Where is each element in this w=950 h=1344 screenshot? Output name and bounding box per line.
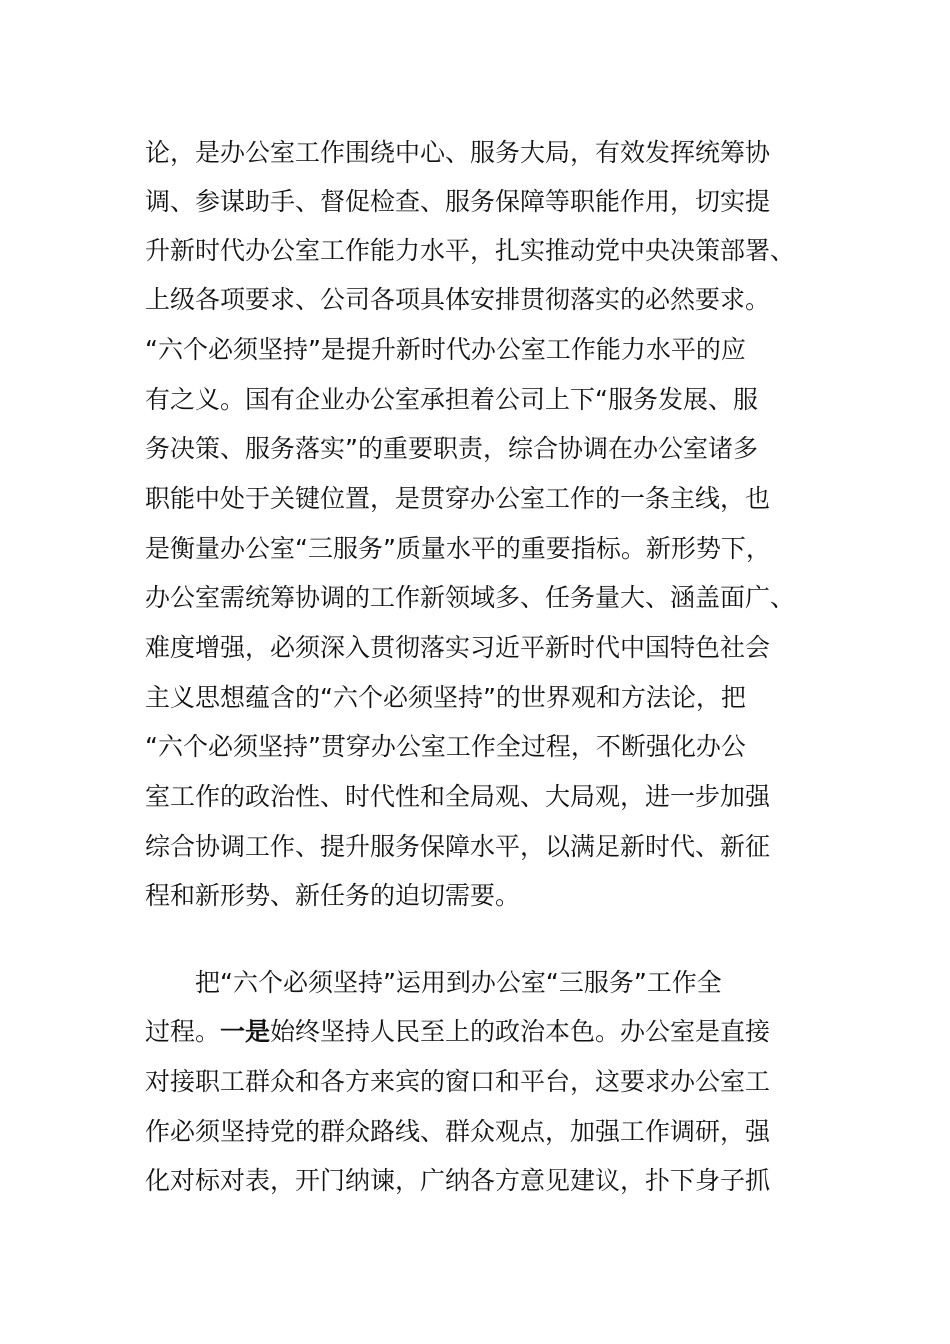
- paragraph-line: 室工作的政治性、时代性和全局观、大局观，进一步加强: [145, 782, 771, 811]
- line-text: 始终坚持人民至上的政治本色。办公室是直接: [270, 1017, 771, 1046]
- paragraph-line: 论，是办公室工作围绕中心、服务大局，有效发挥统筹协: [145, 138, 771, 167]
- paragraph-line: 主义思想蕴含的“六个必须坚持”的世界观和方法论，把: [145, 683, 746, 712]
- paragraph-line: 办公室需统筹协调的工作新领域多、任务量大、涵盖面广、: [145, 583, 796, 612]
- paragraph-line: 调、参谋助手、督促检查、服务保障等职能作用，切实提: [145, 187, 771, 216]
- paragraph-line: 对接职工群众和各方来宾的窗口和平台，这要求办公室工: [145, 1067, 771, 1096]
- paragraph-line: 有之义。国有企业办公室承担着公司上下“服务发展、服: [145, 385, 758, 414]
- paragraph-line: 务决策、服务落实”的重要职责，综合协调在办公室诸多: [145, 434, 758, 463]
- paragraph-line: 难度增强，必须深入贯彻落实习近平新时代中国特色社会: [145, 633, 771, 662]
- paragraph-line: 综合协调工作、提升服务保障水平，以满足新时代、新征: [145, 832, 771, 861]
- line-text: 过程。: [145, 1017, 221, 1046]
- paragraph-line: “六个必须坚持”贯穿办公室工作全过程，不断强化办公: [145, 732, 746, 761]
- paragraph-line: 升新时代办公室工作能力水平，扎实推动党中央决策部署、: [145, 236, 796, 265]
- paragraph-line: 是衡量办公室“三服务”质量水平的重要指标。新形势下，: [145, 534, 771, 563]
- paragraph-line: 把“六个必须坚持”运用到办公室“三服务”工作全: [195, 968, 722, 997]
- paragraph-line: 职能中处于关键位置，是贯穿办公室工作的一条主线，也: [145, 484, 771, 513]
- bold-marker: 一是: [220, 1017, 271, 1046]
- paragraph-line: “六个必须坚持”是提升新时代办公室工作能力水平的应: [145, 335, 746, 364]
- paragraph-line: 作必须坚持党的群众路线、群众观点，加强工作调研，强: [145, 1117, 771, 1146]
- paragraph-line: 程和新形势、新任务的迫切需要。: [145, 881, 521, 910]
- paragraph-line: 上级各项要求、公司各项具体安排贯彻落实的必然要求。: [145, 285, 771, 314]
- paragraph-line: [145, 1007, 805, 1057]
- paragraph-line: 化对标对表，开门纳谏，广纳各方意见建议，扑下身子抓: [145, 1166, 771, 1195]
